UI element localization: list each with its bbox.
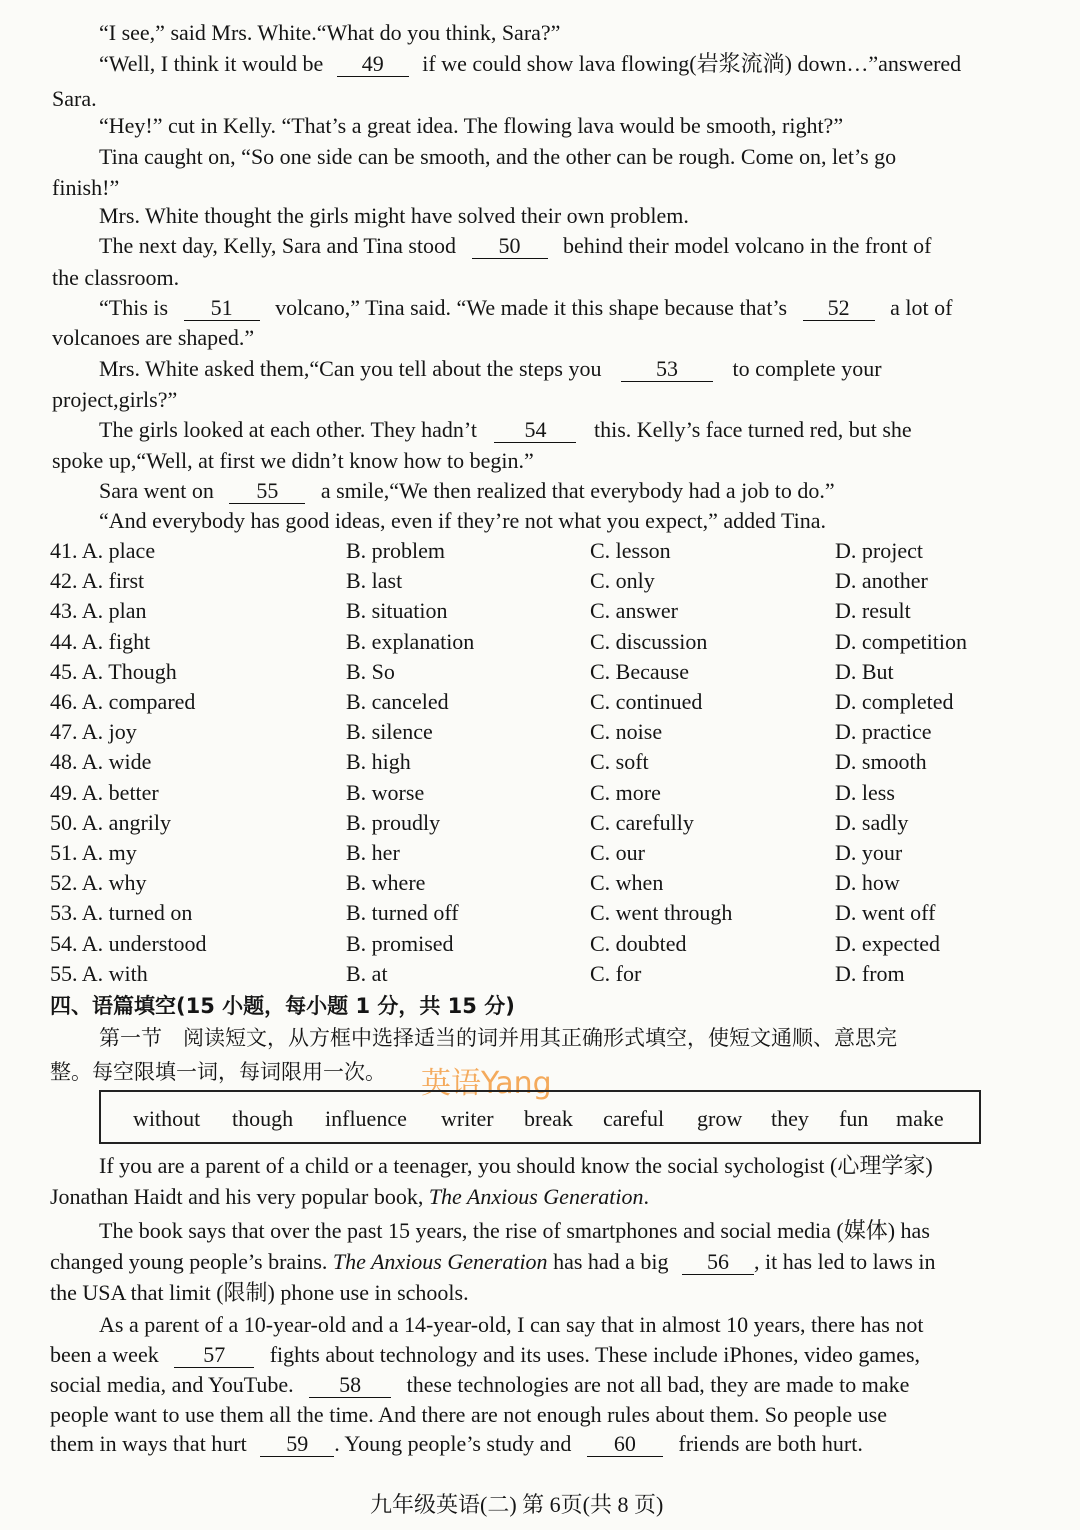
text-segment: Jonathan Haidt and his very popular book, — [50, 1184, 429, 1209]
passage-line — [50, 1248, 936, 1276]
word-option: without — [133, 1106, 201, 1131]
option-46-A: 46. A. compared — [50, 689, 196, 714]
option-41-A: 41. A. place — [50, 538, 156, 563]
text-segment: them in ways that hurt — [50, 1431, 247, 1456]
word-option: fun — [839, 1106, 869, 1131]
word-option: grow — [697, 1106, 743, 1131]
option-53-C: C. went through — [590, 900, 733, 926]
text-segment: . Young people’s study and — [334, 1431, 572, 1456]
option-42-B: B. last — [346, 568, 403, 594]
text-segment: social media, and YouTube. — [50, 1372, 294, 1397]
option-45-B: B. So — [346, 658, 395, 684]
option-51-B: B. her — [346, 840, 400, 865]
text-segment: has had a big — [547, 1249, 669, 1274]
passage-line: volcanoes are shaped.” — [52, 325, 255, 350]
text-segment: Mrs. White asked them,“Can you tell about the steps you — [99, 356, 602, 381]
instruction-line: 第一节 阅读短文，从方框中选择适当的词并用其正确形式填空，使短文通顺、意思完 — [99, 1026, 897, 1050]
option-54-D: D. expected — [835, 930, 941, 956]
book-title: The Anxious Generation — [428, 1184, 644, 1209]
option-47-D: D. practice — [835, 719, 932, 745]
blank-59: 59 — [260, 1432, 334, 1457]
option-41-D: D. project — [835, 538, 923, 563]
option-50-D: D. sadly — [835, 809, 909, 835]
text-segment: The girls looked at each other. They hadn’t — [99, 417, 477, 442]
passage-line: The book says that over the past 15 years, the rise of smartphones and social media (媒体) has — [99, 1218, 930, 1243]
passage-line — [50, 1371, 909, 1399]
passage-line: spoke up,“Well, at first we didn’t know how to begin.” — [52, 448, 534, 473]
passage-line: “And everybody has good ideas, even if they’re not what you expect,” added Tina. — [99, 508, 827, 533]
option-49-D: D. less — [835, 779, 895, 805]
book-title: The Anxious Generation — [332, 1249, 548, 1274]
blank-55: 55 — [229, 479, 305, 504]
option-48-C: C. soft — [590, 749, 649, 775]
option-44-D: D. competition — [835, 628, 967, 654]
passage-line — [50, 1430, 863, 1458]
option-43-D: D. result — [835, 598, 911, 624]
passage-line: Tina caught on, “So one side can be smooth, and the other can be rough. Come on, let’s go — [99, 144, 897, 169]
option-52-D: D. how — [835, 870, 900, 896]
passage-line: finish!” — [52, 175, 120, 200]
option-41-C: C. lesson — [590, 538, 671, 563]
option-42-C: C. only — [590, 568, 655, 594]
passage-line: the USA that limit (限制) phone use in schools. — [50, 1280, 469, 1305]
passage-line — [99, 355, 882, 383]
option-43-C: C. answer — [590, 598, 678, 624]
blank-49: 49 — [337, 52, 409, 77]
option-55-C: C. for — [590, 960, 642, 986]
blank-54: 54 — [494, 418, 576, 443]
word-option: careful — [603, 1106, 665, 1131]
text-segment: been a week — [50, 1342, 159, 1367]
watermark: 英语Yang — [421, 1066, 552, 1101]
blank-52: 52 — [803, 296, 875, 321]
text-segment: changed young people’s brains. — [50, 1249, 333, 1274]
text-segment: a lot of — [890, 295, 953, 320]
option-50-B: B. proudly — [346, 809, 441, 835]
option-46-B: B. canceled — [346, 689, 449, 714]
option-52-B: B. where — [346, 870, 426, 896]
option-55-D: D. from — [835, 960, 905, 986]
passage-line: the classroom. — [52, 265, 180, 290]
text-segment: The next day, Kelly, Sara and Tina stood — [99, 233, 457, 258]
blank-58: 58 — [309, 1373, 391, 1398]
passage-line: project,girls?” — [52, 387, 178, 412]
option-42-A: 42. A. first — [50, 568, 145, 594]
passage-line: Sara. — [52, 86, 97, 111]
passage-line — [99, 477, 835, 505]
passage-line: If you are a parent of a child or a teenager, you should know the social sychologist (心理学家) — [99, 1153, 933, 1178]
blank-51: 51 — [184, 296, 260, 321]
passage-line — [99, 416, 912, 444]
blank-50: 50 — [472, 234, 548, 259]
passage-line: people want to use them all the time. And there are not enough rules about them. So people use — [50, 1402, 888, 1427]
option-48-B: B. high — [346, 749, 411, 775]
option-41-B: B. problem — [346, 538, 445, 563]
instruction-line: 整。每空限填一词，每词限用一次。 — [50, 1060, 386, 1084]
option-55-B: B. at — [346, 960, 388, 986]
option-43-A: 43. A. plan — [50, 598, 147, 624]
option-52-C: C. when — [590, 870, 664, 896]
option-49-A: 49. A. better — [50, 779, 159, 805]
text-segment: these technologies are not all bad, they are made to make — [406, 1372, 910, 1397]
option-52-A: 52. A. why — [50, 870, 147, 896]
word-option: though — [232, 1106, 294, 1131]
text-segment: fights about technology and its uses. These include iPhones, video games, — [269, 1342, 921, 1367]
text-segment: . — [643, 1184, 649, 1209]
blank-60: 60 — [587, 1432, 663, 1457]
option-43-B: B. situation — [346, 598, 448, 624]
passage-line: Mrs. White thought the girls might have solved their own problem. — [99, 203, 689, 228]
text-segment: behind their model volcano in the front of — [563, 233, 932, 258]
option-46-D: D. completed — [835, 689, 954, 714]
option-45-C: C. Because — [590, 658, 689, 684]
text-segment: Sara went on — [99, 478, 214, 503]
text-segment: a smile,“We then realized that everybody had a job to do.” — [320, 478, 835, 503]
option-47-B: B. silence — [346, 719, 433, 745]
option-54-B: B. promised — [346, 930, 454, 956]
option-53-D: D. went off — [835, 900, 936, 926]
option-53-B: B. turned off — [346, 900, 459, 926]
blank-53: 53 — [621, 357, 713, 382]
option-44-C: C. discussion — [590, 628, 708, 654]
text-segment: “This is — [99, 295, 169, 320]
option-53-A: 53. A. turned on — [50, 900, 193, 926]
passage-line — [99, 294, 952, 322]
option-54-C: C. doubted — [590, 930, 687, 956]
passage-line — [99, 50, 961, 78]
option-50-C: C. carefully — [590, 809, 694, 835]
text-segment: volcano,” Tina said. “We made it this shape because that’s — [275, 295, 788, 320]
word-option: writer — [441, 1106, 494, 1131]
option-51-C: C. our — [590, 840, 645, 865]
option-48-A: 48. A. wide — [50, 749, 152, 775]
option-55-A: 55. A. with — [50, 960, 148, 986]
blank-56: 56 — [682, 1250, 754, 1275]
option-49-B: B. worse — [346, 779, 425, 805]
passage-line: “I see,” said Mrs. White.“What do you think, Sara?” — [99, 20, 561, 45]
option-44-A: 44. A. fight — [50, 628, 151, 654]
passage-line: “Hey!” cut in Kelly. “That’s a great idea. The flowing lava would be smooth, right?” — [99, 113, 844, 138]
option-42-D: D. another — [835, 568, 928, 594]
option-51-A: 51. A. my — [50, 840, 137, 865]
option-45-D: D. But — [835, 658, 894, 684]
option-49-C: C. more — [590, 779, 661, 805]
word-option: break — [524, 1106, 573, 1131]
word-box — [99, 1090, 981, 1144]
text-segment: this. Kelly’s face turned red, but she — [593, 417, 912, 442]
word-option: they — [771, 1106, 809, 1131]
option-45-A: 45. A. Though — [50, 658, 177, 684]
passage-line — [50, 1341, 920, 1369]
option-44-B: B. explanation — [346, 628, 475, 654]
option-48-D: D. smooth — [835, 749, 927, 775]
text-segment: to complete your — [732, 356, 882, 381]
text-segment: , it has led to laws in — [754, 1249, 936, 1274]
text-segment: friends are both hurt. — [678, 1431, 863, 1456]
option-46-C: C. continued — [590, 689, 703, 714]
word-option: make — [896, 1106, 944, 1131]
option-50-A: 50. A. angrily — [50, 809, 171, 835]
passage-line — [99, 232, 931, 260]
passage-line: As a parent of a 10-year-old and a 14-year-old, I can say that in almost 10 years, there has not — [99, 1312, 924, 1337]
text-segment: if we could show lava flowing(岩浆流淌) down…”answered — [422, 51, 962, 76]
blank-57: 57 — [174, 1343, 254, 1368]
word-option: influence — [325, 1106, 407, 1131]
option-51-D: D. your — [835, 840, 903, 865]
option-47-C: C. noise — [590, 719, 663, 745]
text-segment: “Well, I think it would be — [99, 51, 324, 76]
section-title: 四、语篇填空(15 小题，每小题 1 分，共 15 分) — [50, 994, 515, 1018]
option-47-A: 47. A. joy — [50, 719, 137, 745]
option-54-A: 54. A. understood — [50, 930, 207, 956]
passage-line — [50, 1183, 649, 1211]
page-footer: 九年级英语(二) 第 6页(共 8 页) — [370, 1492, 664, 1517]
